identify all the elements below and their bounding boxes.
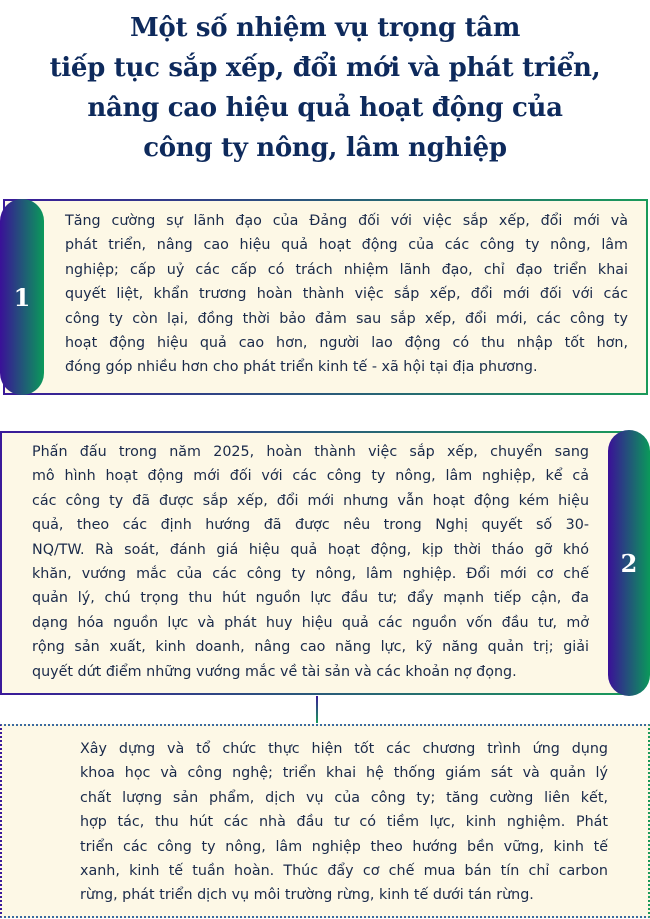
- text-line: rừng, phát triển dịch vụ môi trường rừng, kinh tế dưới tán rừng.: [80, 887, 534, 904]
- task-text-1: [65, 209, 628, 380]
- title-line: tiếp tục sắp xếp, đổi mới và phát triển,: [49, 53, 601, 83]
- text-line: Xây dựng và tổ chức thực hiện tốt các chương trình ứng dụng: [80, 741, 608, 757]
- task-text-3: [80, 737, 608, 908]
- text-line: rộng sản xuất, kinh doanh, nâng cao năng lực, kỹ năng quản trị; giải: [32, 639, 589, 656]
- title-line: công ty nông, lâm nghiệp: [143, 133, 507, 163]
- text-line: Tăng cường sự lãnh đạo của Đảng đối với việc sắp xếp, đổi mới và: [65, 213, 628, 229]
- text-line: quyết liệt, khẩn trương hoàn thành việc sắp xếp, đổi mới đối với các: [65, 286, 628, 303]
- text-line: xanh, kinh tế tuần hoàn. Thúc đẩy cơ chế mua bán tín chỉ carbon: [80, 863, 608, 880]
- task-text-2: [32, 440, 589, 684]
- text-line: hợp tác, thu hút các nhà đầu tư có tiềm lực, kinh nghiệm. Phát: [80, 814, 608, 831]
- text-line: quản lý, chú trọng thu hút nguồn lực đầu tư; đẩy mạnh tiếp cận, đa: [32, 590, 589, 607]
- page-title: [0, 8, 650, 168]
- text-line: Phấn đấu trong năm 2025, hoàn thành việc sắp xếp, chuyển sang: [32, 444, 589, 460]
- text-line: hoạt động hiệu quả cao hơn, người lao động có thu nhập tốt hơn,: [65, 335, 628, 352]
- text-line: dạng hóa nguồn lực và phát huy hiệu quả các nguồn vốn đầu tư, mở: [32, 614, 589, 631]
- badge-number: 2: [620, 548, 638, 578]
- text-line: quyết dứt điểm những vướng mắc về tài sản và các khoản nợ đọng.: [32, 663, 517, 680]
- title-line: nâng cao hiệu quả hoạt động của: [87, 93, 563, 123]
- number-badge-2: [608, 430, 650, 696]
- text-line: mô hình hoạt động mới đối với các công ty nông, lâm nghiệp, kể cả: [32, 468, 589, 485]
- text-line: đóng góp nhiều hơn cho phát triển kinh tế - xã hội tại địa phương.: [65, 359, 538, 376]
- badge-number: 1: [13, 282, 31, 312]
- title-line: Một số nhiệm vụ trọng tâm: [129, 13, 521, 43]
- text-line: NQ/TW. Rà soát, đánh giá hiệu quả hoạt động, kịp thời tháo gỡ khó: [32, 541, 589, 558]
- number-badge-1: [0, 199, 44, 395]
- text-line: chất lượng sản phẩm, dịch vụ của công ty; tăng cường liên kết,: [80, 789, 608, 806]
- text-line: phát triển, nâng cao hiệu quả hoạt động của các công ty nông, lâm: [65, 237, 628, 254]
- text-line: quả, theo các định hướng đã được nêu trong Nghị quyết số 30-: [32, 517, 589, 534]
- text-line: khoa học và công nghệ; triển khai hệ thống giám sát và quản lý: [80, 765, 608, 782]
- text-line: công ty còn lại, đồng thời bảo đảm sau sắp xếp, đổi mới, các công ty: [65, 310, 628, 327]
- text-line: triển các công ty nông, lâm nghiệp theo hướng bền vững, kinh tế: [80, 838, 608, 855]
- text-line: các công ty đã được sắp xếp, đổi mới nhưng vẫn hoạt động kém hiệu: [32, 492, 589, 509]
- text-line: nghiệp; cấp uỷ các cấp có trách nhiệm lãnh đạo, chỉ đạo triển khai: [65, 261, 628, 278]
- text-line: khăn, vướng mắc của các công ty nông, lâm nghiệp. Đổi mới cơ chế: [32, 566, 589, 583]
- connector-line: [316, 696, 318, 723]
